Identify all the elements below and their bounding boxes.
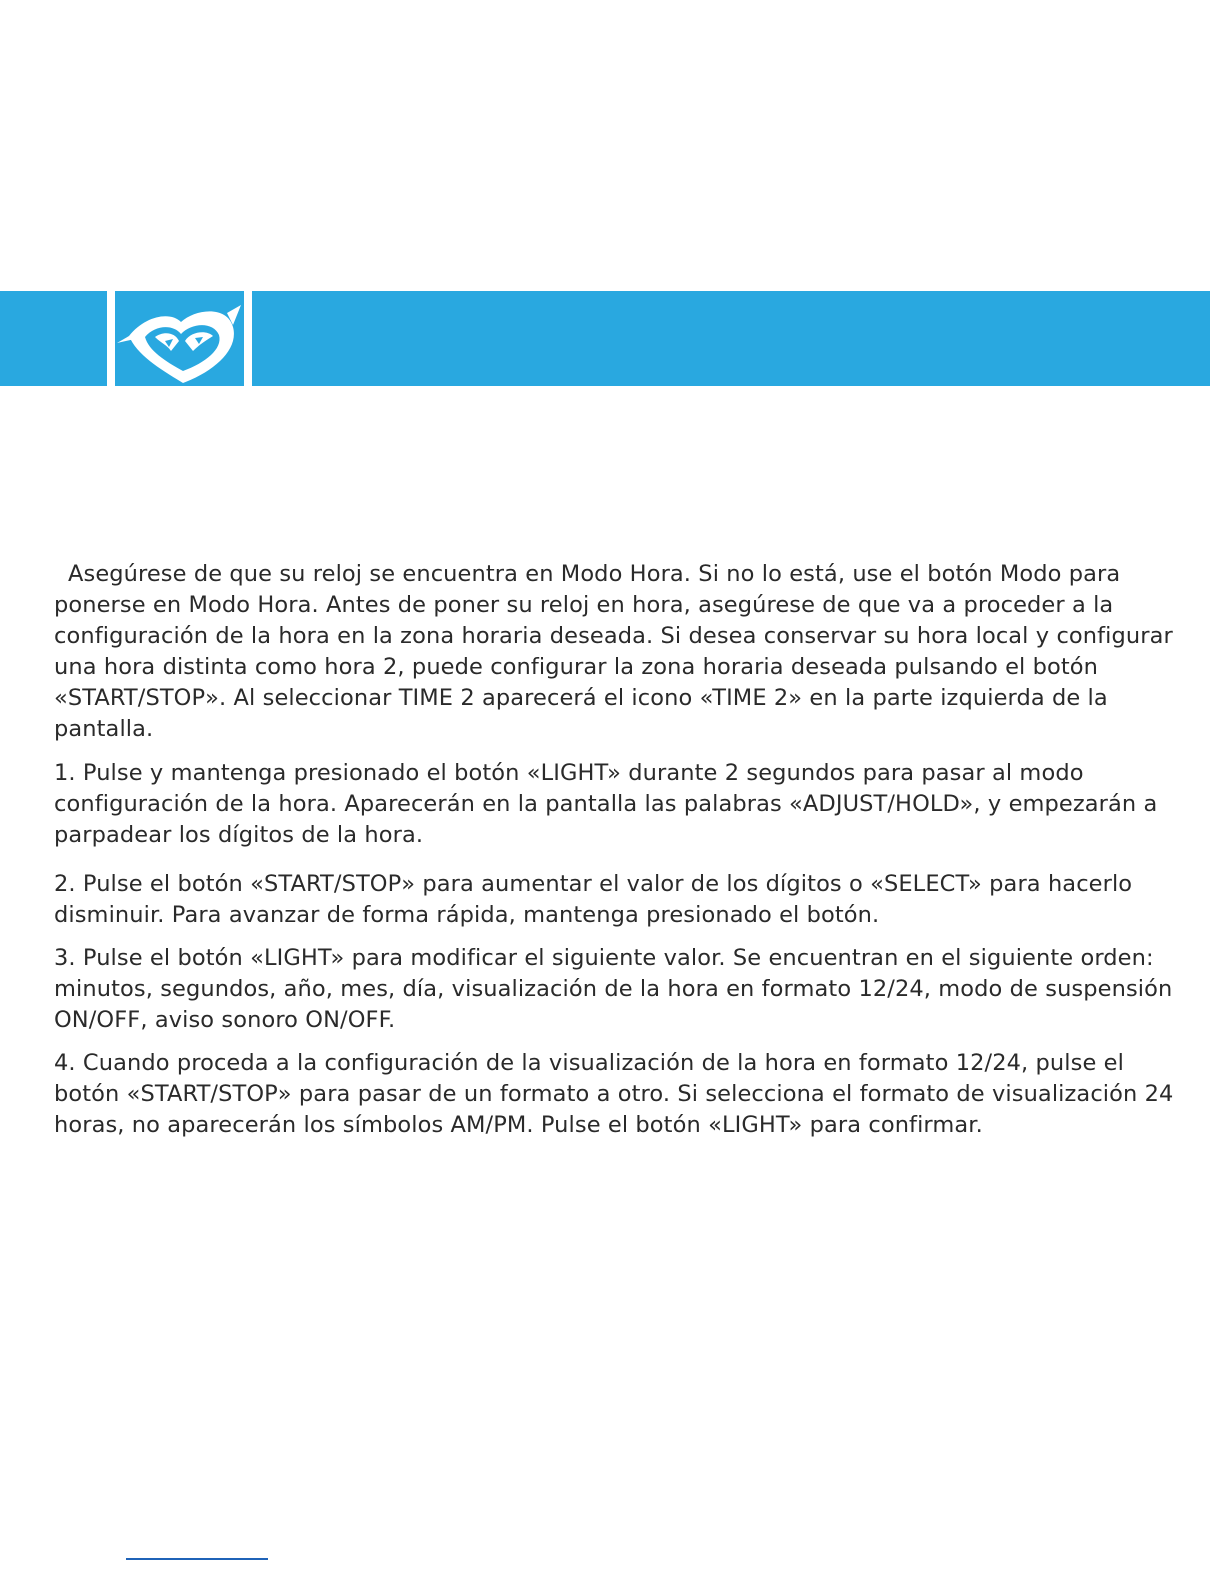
footer-rule: [126, 1558, 268, 1560]
header-band-right: [252, 291, 1210, 386]
step-2: 2. Pulse el botón «START/STOP» para aumentar el valor de los dígitos o «SELECT» para hacerlo disminuir. Para avanzar de forma rápida, mantenga presionado el botón.: [54, 871, 1133, 928]
roxy-heart-logo-icon: [115, 291, 244, 386]
step-4: 4. Cuando proceda a la configuración de la visualización de la hora en formato 12/24, pulse el botón «START/STOP» para pasar de un formato a otro. Si selecciona el formato de visualización 24 horas, no aparecerán los símbolos AM/PM. Pulse el botón «LIGHT» para confirmar.: [54, 1050, 1174, 1138]
step-1: 1. Pulse y mantenga presionado el botón «LIGHT» durante 2 segundos para pasar al modo configuración de la hora. Aparecerán en la pantalla las palabras «ADJUST/HOLD», y empezarán a parpadear los dígitos de la hora.: [54, 760, 1158, 848]
step-3: 3. Pulse el botón «LIGHT» para modificar el siguiente valor. Se encuentran en el siguiente orden: minutos, segundos, año, mes, día, visualización de la hora en formato 12/24, modo de suspensión ON/OFF, aviso sonoro ON/OFF.: [54, 945, 1173, 1033]
instructions-text: [54, 559, 1174, 1153]
intro-paragraph: Asegúrese de que su reloj se encuentra en Modo Hora. Si no lo está, use el botón Modo para ponerse en Modo Hora. Antes de poner su reloj en hora, asegúrese de que va a proceder a la configuración de la hora en la zona horaria deseada. Si desea conservar su hora local y configurar una hora distinta como hora 2, puede configurar la zona horaria deseada pulsando el botón «START/STOP». Al seleccionar TIME 2 aparecerá el icono «TIME 2» en la parte izquierda de la pantalla.: [54, 561, 1173, 742]
header-band-left: [0, 291, 107, 386]
logo-box: [115, 291, 244, 386]
